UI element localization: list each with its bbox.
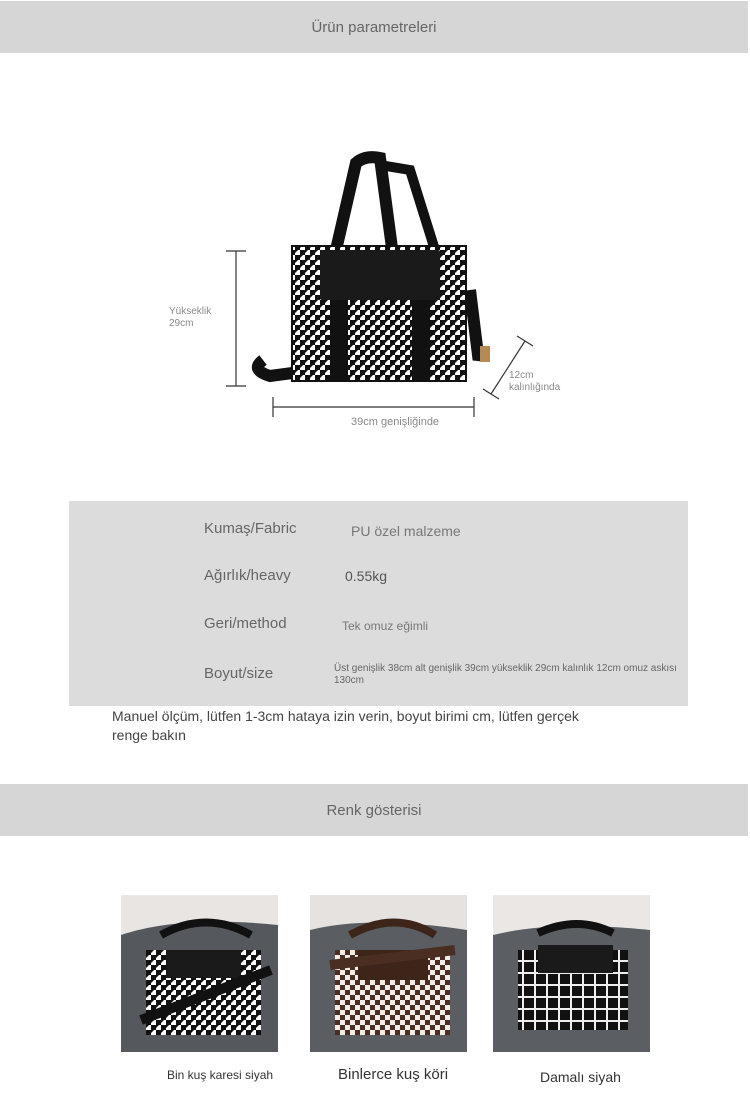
bag-image (258, 157, 490, 381)
measurement-note: Manuel ölçüm, lütfen 1-3cm hataya izin verin, boyut birimi cm, lütfen gerçek renge bakın (112, 708, 579, 743)
spec-value-method: Tek omuz eğimli (342, 619, 429, 633)
spec-panel (69, 501, 688, 706)
spec-key-method: Geri/method (204, 615, 287, 632)
colors-banner (0, 784, 748, 836)
color-label-1: Bin kuş karesi siyah (167, 1068, 274, 1082)
color-label-2: Binlerce kuş köri (338, 1066, 449, 1083)
spec-value-weight: 0.55kg (345, 568, 388, 584)
spec-value-size: Üst genişlik 38cm alt genişlik 39cm yükseklik 29cm kalınlık 12cm omuz askısı 130cm (334, 663, 677, 686)
spec-value-fabric: PU özel malzeme (351, 523, 461, 539)
spec-key-weight: Ağırlık/heavy (204, 567, 291, 584)
params-title: Ürün parametreleri (311, 18, 437, 36)
colors-title: Renk gösterisi (326, 801, 422, 819)
height-label: Yükseklik 29cm (169, 306, 212, 329)
depth-label: 12cm kalınlığında (509, 370, 561, 393)
width-label: 39cm genişliğinde (351, 416, 440, 428)
spec-key-fabric: Kumaş/Fabric (204, 520, 297, 537)
spec-key-size: Boyut/size (204, 665, 274, 682)
color-swatch-image-3[interactable] (493, 895, 650, 1052)
color-swatch-image-1[interactable] (121, 895, 278, 1052)
color-swatch-image-2[interactable] (310, 895, 467, 1052)
dimension-lines (0, 0, 750, 460)
color-label-3: Damalı siyah (540, 1069, 621, 1085)
